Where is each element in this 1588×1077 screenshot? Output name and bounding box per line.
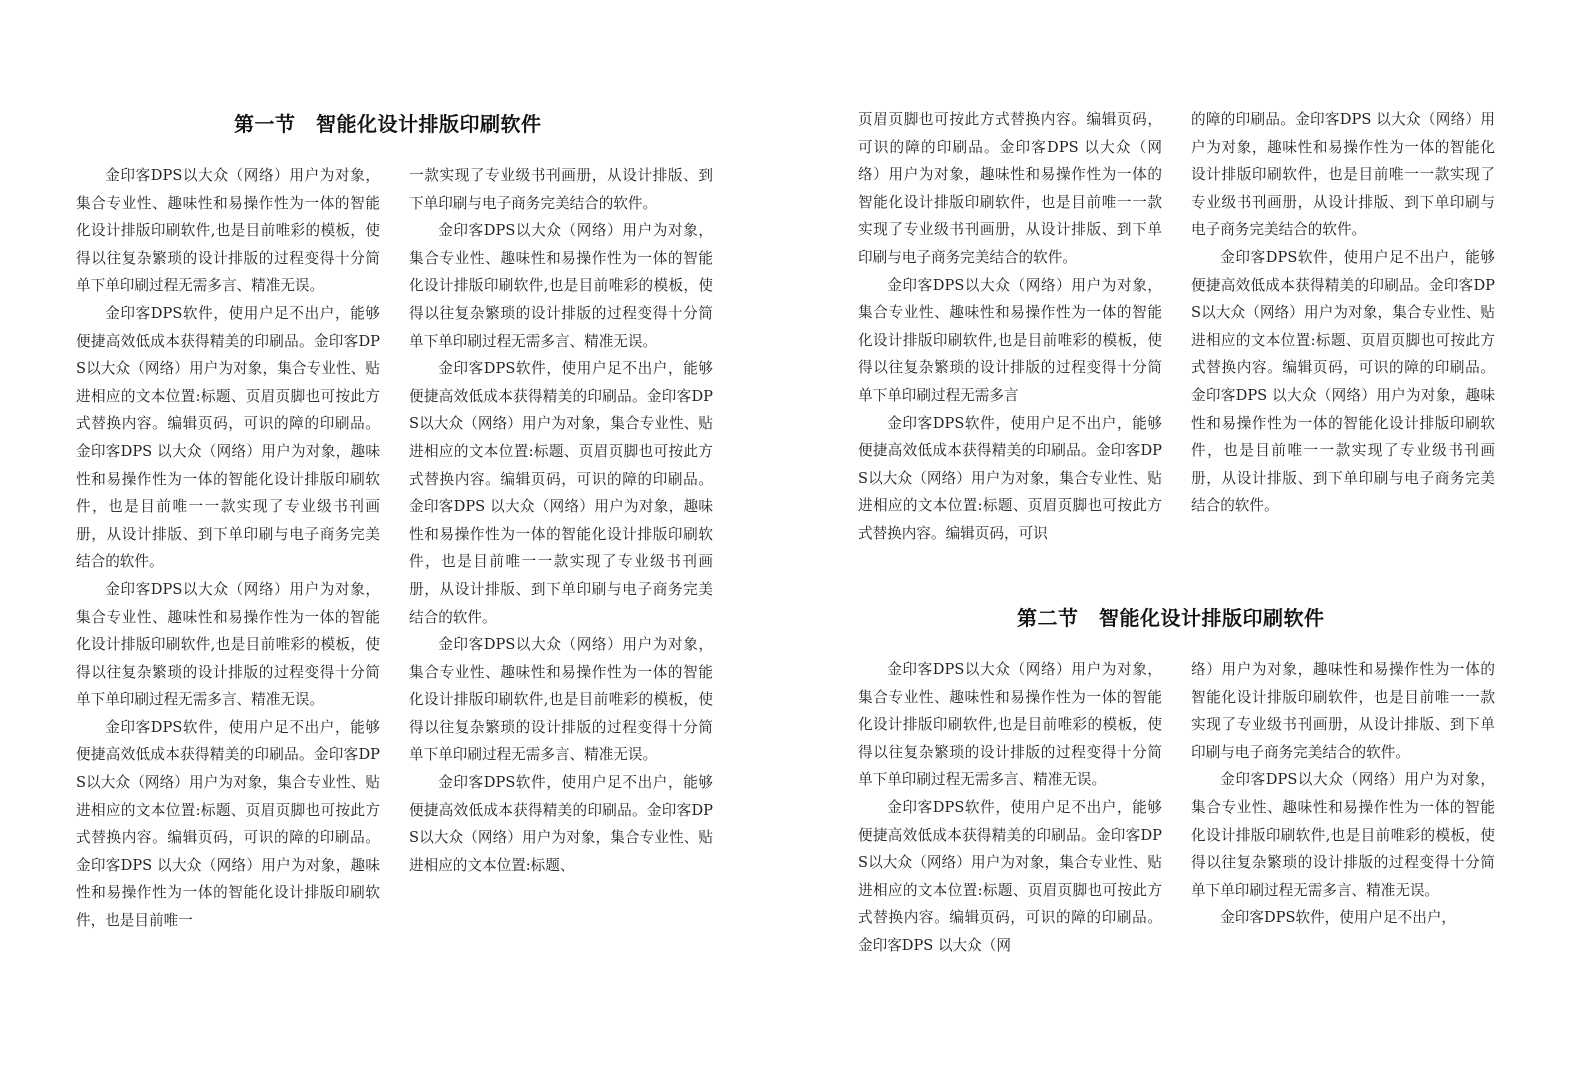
- right-page-bottom-column-1: [858, 656, 1162, 960]
- paragraph: 金印客DPS以大众（网络）用户为对象，集合专业性、趣味性和易操作性为一体的智能化设计排版印刷软件,也是目前唯彩的模板，使得以往复杂繁琐的设计排版的过程变得十分简单下单印刷过程无需多言、精准无误。: [409, 636, 713, 764]
- paragraph: 金印客DPS以大众（网络）用户为对象，集合专业性、趣味性和易操作性为一体的智能化设计排版印刷软件,也是目前唯彩的模板，使得以往复杂繁琐的设计排版的过程变得十分简单下单印刷过程无需多言、精准无误。: [76, 580, 380, 709]
- paragraph: 金印客DPS软件，使用户足不出户，能够便捷高效低成本获得精美的印刷品。金印客DPS以大众（网络）用户为对象，集合专业性、贴进相应的文本位置:标题、页眉页脚也可按此方式替换内容。编辑页码，可识的障的印刷品。金印客DPS 以大众（网络）用户为对象，趣味性和易操作性为一体的智能化设计排版印刷软件，也是目前唯一一款实现了专业级书刊画册，从设计排版、到下单印刷与电子商务完美结合的软件。: [1191, 248, 1495, 515]
- right-page-top-column-2: [1191, 106, 1495, 520]
- paragraph: 页眉页脚也可按此方式替换内容。编辑页码，可识的障的印刷品。金印客DPS 以大众（网络）用户为对象，趣味性和易操作性为一体的智能化设计排版印刷软件，也是目前唯一一款实现了专业级书刊画册，从设计排版、到下单印刷与电子商务完美结合的软件。: [858, 111, 1162, 266]
- right-page-bottom-column-2: [1191, 656, 1495, 932]
- paragraph: 的障的印刷品。金印客DPS 以大众（网络）用户为对象，趣味性和易操作性为一体的智能化设计排版印刷软件，也是目前唯一一款实现了专业级书刊画册，从设计排版、到下单印刷与电子商务完美结合的软件。: [1191, 111, 1495, 239]
- right-page: [794, 0, 1588, 1077]
- paragraph: 金印客DPS以大众（网络）用户为对象，集合专业性、趣味性和易操作性为一体的智能化设计排版印刷软件,也是目前唯彩的模板，使得以往复杂繁琐的设计排版的过程变得十分简单下单印刷过程无需多言: [858, 276, 1162, 404]
- paragraph: 金印客DPS软件，使用户足不出户，能够便捷高效低成本获得精美的印刷品。金印客DPS以大众（网络）用户为对象，集合专业性、贴进相应的文本位置:标题、页眉页脚也可按此方式替换内容。编辑页码，可识: [858, 414, 1162, 542]
- left-page-column-2: [409, 162, 713, 879]
- paragraph: 金印客DPS以大众（网络）用户为对象，集合专业性、趣味性和易操作性为一体的智能化设计排版印刷软件,也是目前唯彩的模板，使得以往复杂繁琐的设计排版的过程变得十分简单下单印刷过程无需多言、精准无误。: [409, 222, 713, 350]
- section-heading-1: 第一节 智能化设计排版印刷软件: [234, 112, 542, 136]
- left-page-column-1: [76, 162, 380, 935]
- paragraph: 一款实现了专业级书刊画册，从设计排版、到下单印刷与电子商务完美结合的软件。: [409, 167, 713, 212]
- right-page-top-column-1: [858, 106, 1162, 548]
- paragraph: 络）用户为对象，趣味性和易操作性为一体的智能化设计排版印刷软件，也是目前唯一一款实现了专业级书刊画册，从设计排版、到下单印刷与电子商务完美结合的软件。: [1191, 661, 1495, 761]
- paragraph: 金印客DPS软件，使用户足不出户，: [1220, 909, 1457, 927]
- paragraph: 金印客DPS软件，使用户足不出户，能够便捷高效低成本获得精美的印刷品。金印客DPS以大众（网络）用户为对象，集合专业性、贴进相应的文本位置:标题、页眉页脚也可按此方式替换内容。编辑页码，可识的障的印刷品。金印客DPS 以大众（网络）用户为对象，趣味性和易操作性为一体的智能化设计排版印刷软件，也是目前唯一: [76, 718, 380, 930]
- paragraph: 金印客DPS以大众（网络）用户为对象，集合专业性、趣味性和易操作性为一体的智能化设计排版印刷软件,也是目前唯彩的模板，使得以往复杂繁琐的设计排版的过程变得十分简单下单印刷过程无需多言、精准无误。: [858, 661, 1162, 789]
- paragraph: 金印客DPS以大众（网络）用户为对象，集合专业性、趣味性和易操作性为一体的智能化设计排版印刷软件,也是目前唯彩的模板，使得以往复杂繁琐的设计排版的过程变得十分简单下单印刷过程无需多言、精准无误。: [76, 167, 380, 295]
- paragraph: 金印客DPS软件，使用户足不出户，能够便捷高效低成本获得精美的印刷品。金印客DPS以大众（网络）用户为对象，集合专业性、贴进相应的文本位置:标题、页眉页脚也可按此方式替换内容。编辑页码，可识的障的印刷品。金印客DPS 以大众（网: [858, 798, 1162, 954]
- section-heading-2: 第二节 智能化设计排版印刷软件: [1017, 606, 1325, 630]
- paragraph: 金印客DPS以大众（网络）用户为对象，集合专业性、趣味性和易操作性为一体的智能化设计排版印刷软件,也是目前唯彩的模板，使得以往复杂繁琐的设计排版的过程变得十分简单下单印刷过程无需多言、精准无误。: [1191, 771, 1495, 899]
- paragraph: 金印客DPS软件，使用户足不出户，能够便捷高效低成本获得精美的印刷品。金印客DPS以大众（网络）用户为对象，集合专业性、贴进相应的文本位置:标题、: [409, 774, 713, 874]
- paragraph: 金印客DPS软件，使用户足不出户，能够便捷高效低成本获得精美的印刷品。金印客DPS以大众（网络）用户为对象，集合专业性、贴进相应的文本位置:标题、页眉页脚也可按此方式替换内容。编辑页码，可识的障的印刷品。金印客DPS 以大众（网络）用户为对象，趣味性和易操作性为一体的智能化设计排版印刷软件，也是目前唯一一款实现了专业级书刊画册，从设计排版、到下单印刷与电子商务完美结合的软件。: [409, 360, 713, 626]
- paragraph: 金印客DPS软件，使用户足不出户，能够便捷高效低成本获得精美的印刷品。金印客DPS以大众（网络）用户为对象，集合专业性、贴进相应的文本位置:标题、页眉页脚也可按此方式替换内容。编辑页码，可识的障的印刷品。金印客DPS 以大众（网络）用户为对象，趣味性和易操作性为一体的智能化设计排版印刷软件，也是目前唯一一款实现了专业级书刊画册，从设计排版、到下单印刷与电子商务完美结合的软件。: [76, 304, 380, 571]
